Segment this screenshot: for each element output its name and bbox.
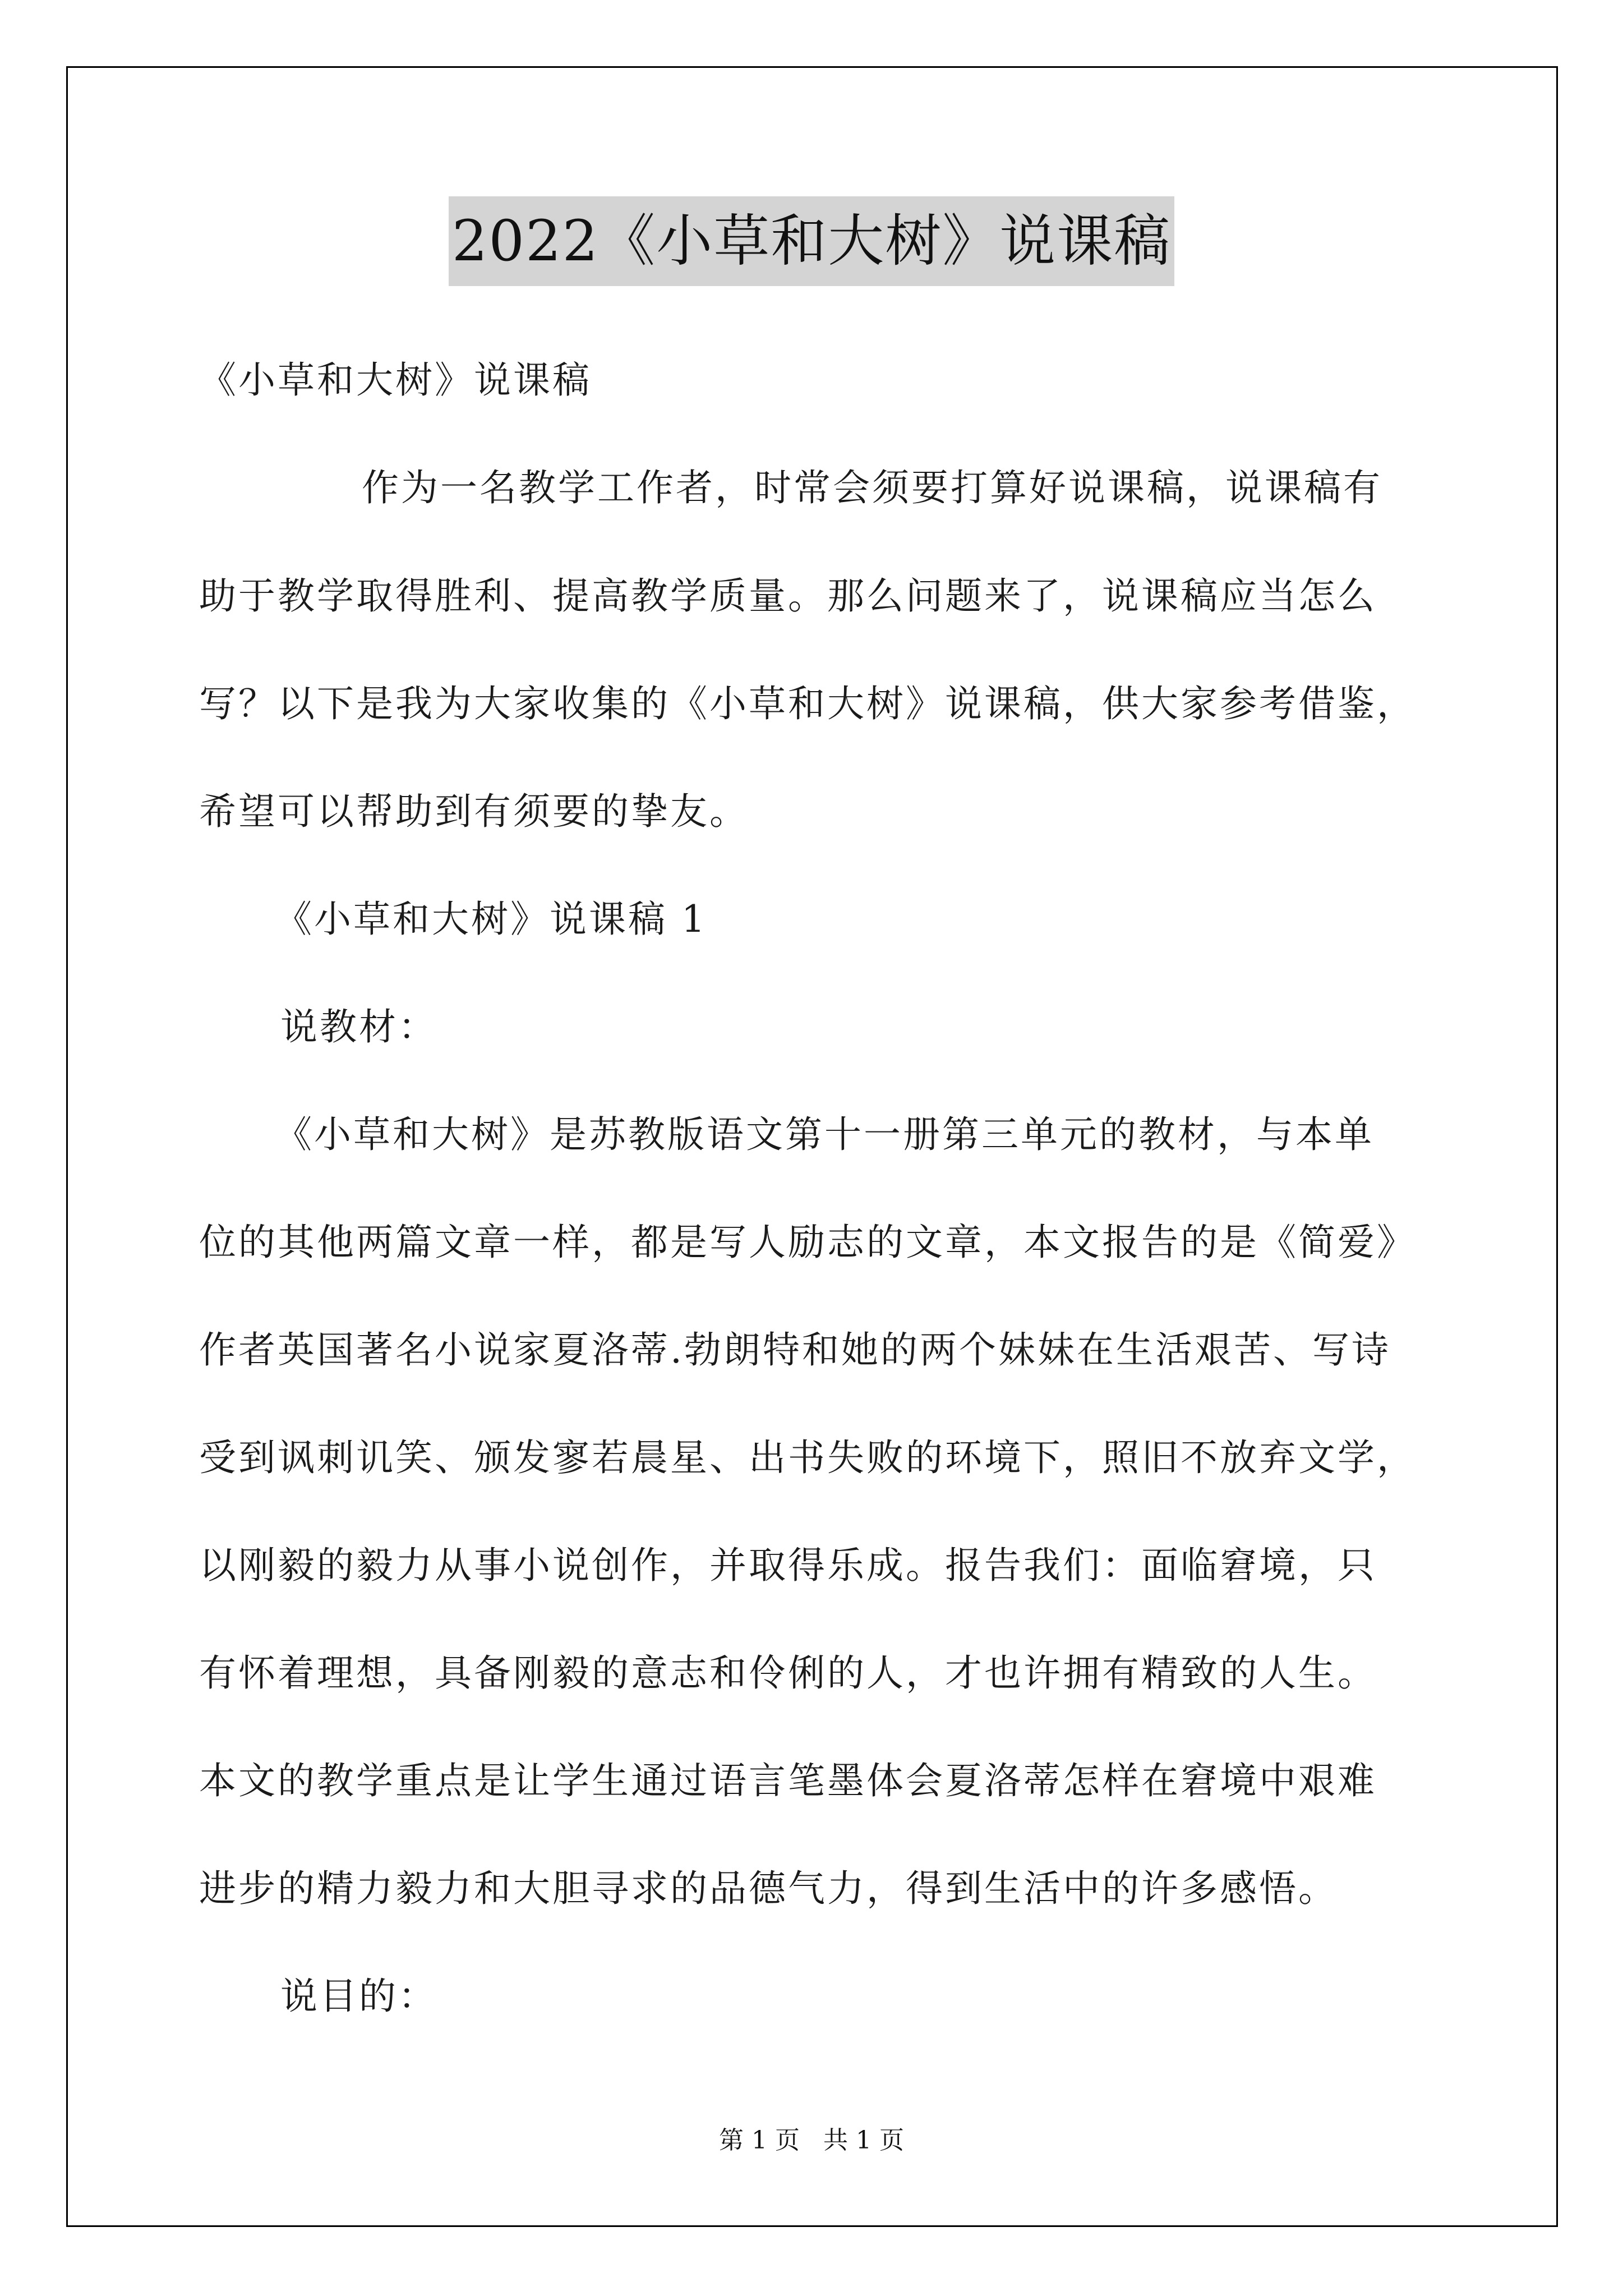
body-line: 写？以下是我为大家收集的《小草和大树》说课稿，供大家参考借鉴， bbox=[199, 682, 1416, 725]
body-line: 受到讽刺讥笑、颁发寥若晨星、出书失败的环境下，照旧不放弃文学， bbox=[199, 1436, 1416, 1479]
page-number: 第 1 页 bbox=[719, 2126, 800, 2155]
title-container bbox=[0, 196, 1623, 286]
body-line: 助于教学取得胜利、提高教学质量。那么问题来了，说课稿应当怎么 bbox=[199, 574, 1377, 618]
body-line: 《小草和大树》是苏教版语文第十一册第三单元的教材，与本单 bbox=[275, 1113, 1374, 1156]
section-heading: 《小草和大树》说课稿 1 bbox=[275, 898, 707, 941]
body-line: 本文的教学重点是让学生通过语言笔墨体会夏洛蒂怎样在窘境中艰难 bbox=[199, 1759, 1377, 1802]
body-line: 位的其他两篇文章一样，都是写人励志的文章，本文报告的是《简爱》 bbox=[199, 1221, 1416, 1264]
page-total: 共 1 页 bbox=[823, 2126, 904, 2155]
section-heading: 说目的： bbox=[280, 1975, 437, 2018]
body-line: 作为一名教学工作者，时常会须要打算好说课稿，说课稿有 bbox=[362, 466, 1382, 509]
document-title: 2022《小草和大树》说课稿 bbox=[449, 196, 1175, 286]
body-line: 希望可以帮助到有须要的挚友。 bbox=[199, 790, 749, 833]
body-line: 作者英国著名小说家夏洛蒂.勃朗特和她的两个妹妹在生活艰苦、写诗 bbox=[199, 1328, 1391, 1372]
body-line: 有怀着理想，具备刚毅的意志和伶俐的人，才也许拥有精致的人生。 bbox=[199, 1651, 1377, 1695]
body-line: 《小草和大树》说课稿 bbox=[199, 358, 592, 402]
body-line: 以刚毅的毅力从事小说创作，并取得乐成。报告我们：面临窘境，只 bbox=[199, 1544, 1377, 1587]
section-heading: 说教材： bbox=[280, 1005, 437, 1048]
body-line: 进步的精力毅力和大胆寻求的品德气力，得到生活中的许多感悟。 bbox=[199, 1867, 1338, 1910]
page-footer bbox=[0, 2124, 1623, 2157]
